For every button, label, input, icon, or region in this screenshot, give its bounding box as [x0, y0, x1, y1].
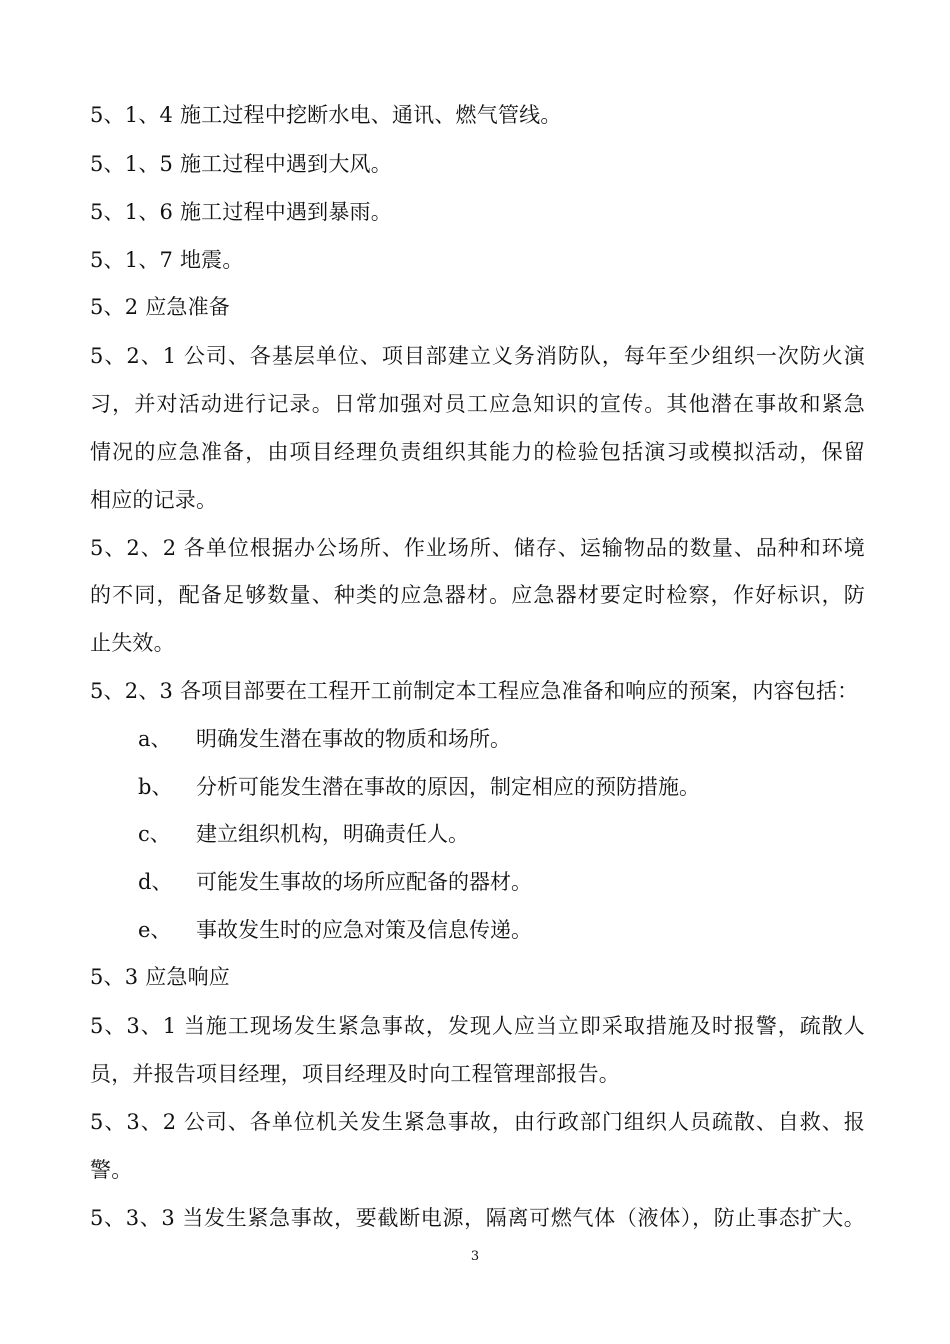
text-line: 相应的记录。: [90, 488, 218, 512]
page-number: 3: [470, 1249, 480, 1264]
list-item-label: a、: [138, 727, 172, 751]
list-item: 分析可能发生潜在事故的原因，制定相应的预防措施。: [196, 775, 700, 799]
section-heading: 5、2 应急准备: [90, 295, 230, 319]
list-item: 明确发生潜在事故的物质和场所。: [196, 727, 511, 751]
text-line: 5、1、6 施工过程中遇到暴雨。: [90, 200, 392, 224]
text-line: 5、1、5 施工过程中遇到大风。: [90, 152, 392, 176]
text-line: 5、1、4 施工过程中挖断水电、通讯、燃气管线。: [90, 103, 562, 127]
text-line: 的不同，配备足够数量、种类的应急器材。应急器材要定时检察，作好标识，防: [90, 583, 865, 607]
text-line: 止失效。: [90, 631, 175, 655]
text-line: 5、1、7 地震。: [90, 248, 244, 272]
text-line: 5、3、3 当发生紧急事故，要截断电源，隔离可燃气体（液体），防止事态扩大。: [90, 1206, 865, 1230]
list-item: 建立组织机构，明确责任人。: [196, 822, 469, 846]
section-heading: 5、3 应急响应: [90, 965, 230, 989]
text-line: 5、2、3 各项目部要在工程开工前制定本工程应急准备和响应的预案，内容包括：: [90, 679, 859, 703]
text-line: 员，并报告项目经理，项目经理及时向工程管理部报告。: [90, 1062, 620, 1086]
list-item-label: e、: [138, 918, 172, 942]
text-line: 情况的应急准备，由项目经理负责组织其能力的检验包括演习或模拟活动，保留: [90, 440, 865, 464]
text-line: 5、3、2 公司、各单位机关发生紧急事故，由行政部门组织人员疏散、自救、报: [90, 1110, 865, 1134]
list-item-label: b、: [138, 775, 173, 799]
text-line: 5、2、2 各单位根据办公场所、作业场所、储存、运输物品的数量、品种和环境: [90, 536, 865, 560]
text-line: 5、3、1 当施工现场发生紧急事故，发现人应当立即采取措施及时报警，疏散人: [90, 1014, 865, 1038]
text-line: 习，并对活动进行记录。日常加强对员工应急知识的宣传。其他潜在事故和紧急: [90, 392, 865, 416]
list-item: 事故发生时的应急对策及信息传递。: [196, 918, 532, 942]
list-item-label: d、: [138, 870, 173, 894]
text-line: 5、2、1 公司、各基层单位、项目部建立义务消防队，每年至少组织一次防火演: [90, 344, 865, 368]
list-item: 可能发生事故的场所应配备的器材。: [196, 870, 532, 894]
list-item-label: c、: [138, 822, 171, 846]
text-line: 警。: [90, 1158, 133, 1182]
